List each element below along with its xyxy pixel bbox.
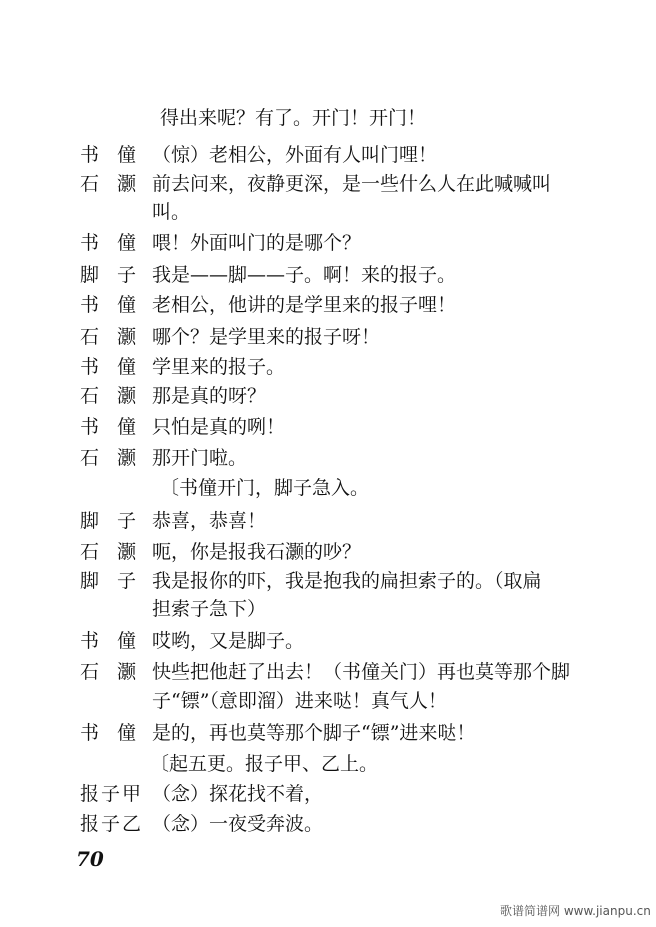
dialogue-text: 那是真的呀？ bbox=[152, 385, 267, 407]
page-number: 70 bbox=[76, 847, 104, 871]
stage-or-continuation-text: 〔书僮开门，脚子急入。 bbox=[160, 477, 370, 499]
dialogue-text: 只怕是真的咧！ bbox=[152, 416, 286, 438]
speaker-name: 脚子 bbox=[80, 570, 155, 592]
dialogue-text: 我是——脚——子。啊！来的报子。 bbox=[152, 264, 457, 286]
dialogue-text: 是的，再也莫等那个脚子“镖”进来哒！ bbox=[152, 722, 476, 744]
speaker-name: 脚子 bbox=[80, 264, 155, 286]
speaker-name: 书僮 bbox=[80, 294, 155, 316]
speaker-name: 报子乙 bbox=[80, 813, 144, 835]
speaker-name: 书僮 bbox=[80, 356, 155, 378]
dialogue-text: 我是报你的吓，我是抱我的扁担索子的。（取扁 bbox=[152, 570, 542, 592]
dialogue-text: 喂！外面叫门的是哪个？ bbox=[152, 232, 362, 254]
dialogue-text: （惊）老相公，外面有人叫门哩！ bbox=[152, 144, 438, 166]
speaker-name: 石灏 bbox=[80, 541, 155, 563]
stage-or-continuation-text: 担索子急下） bbox=[152, 598, 267, 620]
stage-or-continuation-text: 〔起五更。报子甲、乙上。 bbox=[150, 753, 379, 775]
speaker-name: 书僮 bbox=[80, 232, 155, 254]
watermark: 歌谱简谱网 www.jianpu.cn bbox=[500, 904, 651, 918]
speaker-name: 石灏 bbox=[80, 173, 155, 195]
speaker-name: 书僮 bbox=[80, 144, 155, 166]
dialogue-text: 前去问来，夜静更深，是一些什么人在此喊喊叫 bbox=[152, 173, 552, 195]
speaker-name: 脚子 bbox=[80, 510, 155, 532]
speaker-name: 报子甲 bbox=[80, 783, 144, 805]
dialogue-text: 快些把他赶了出去！（书僮关门）再也莫等那个脚 bbox=[152, 661, 571, 683]
dialogue-text: 哎哟，又是脚子。 bbox=[152, 630, 305, 652]
dialogue-text: 学里来的报子。 bbox=[152, 356, 286, 378]
dialogue-text: （念）一夜受奔波。 bbox=[152, 813, 324, 835]
stage-or-continuation-text: 子“镖”（意即溜）进来哒！真气人！ bbox=[152, 690, 447, 712]
speaker-name: 石灏 bbox=[80, 385, 155, 407]
dialogue-text: （念）探花找不着， bbox=[152, 783, 324, 805]
dialogue-text: 恭喜，恭喜！ bbox=[152, 510, 267, 532]
dialogue-text: 老相公，他讲的是学里来的报子哩！ bbox=[152, 294, 457, 316]
stage-or-continuation-text: 叫。 bbox=[152, 201, 191, 223]
dialogue-text: 那开门啦。 bbox=[152, 447, 248, 469]
speaker-name: 书僮 bbox=[80, 722, 155, 744]
speaker-name: 石灏 bbox=[80, 447, 155, 469]
speaker-name: 书僮 bbox=[80, 630, 155, 652]
speaker-name: 书僮 bbox=[80, 416, 155, 438]
speaker-name: 石灏 bbox=[80, 326, 155, 348]
stage-or-continuation-text: 得出来呢？有了。开门！开门！ bbox=[160, 107, 427, 129]
dialogue-text: 呃，你是报我石灏的吵？ bbox=[152, 541, 362, 563]
dialogue-text: 哪个？是学里来的报子呀！ bbox=[152, 326, 381, 348]
speaker-name: 石灏 bbox=[80, 661, 155, 683]
